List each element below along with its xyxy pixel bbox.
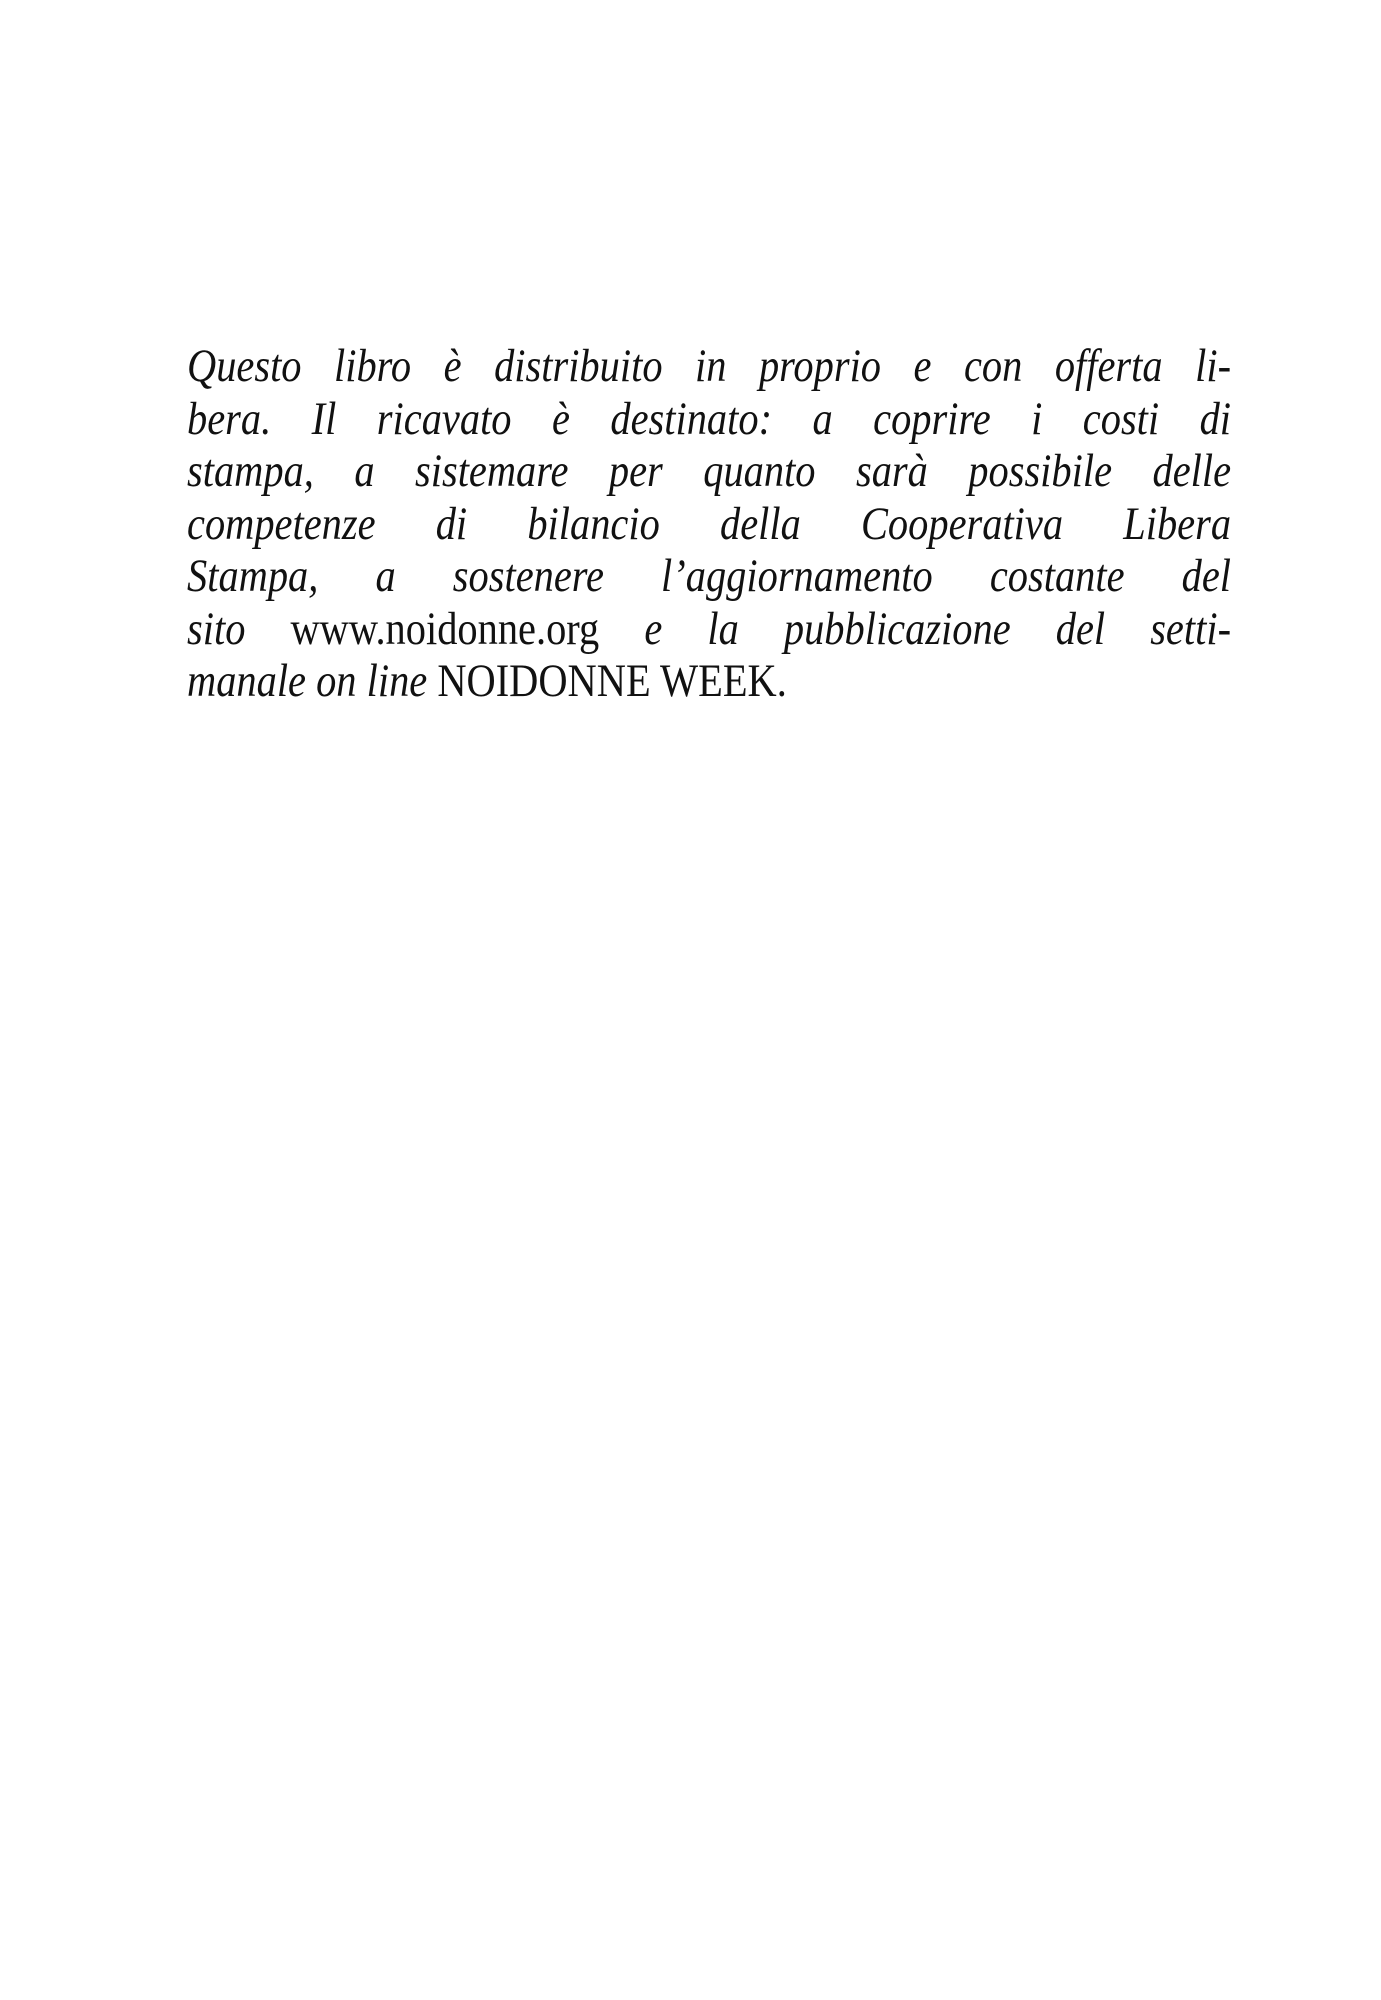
text-span: competenze di bilancio della Cooperativa Libera xyxy=(187,497,1232,550)
text-line xyxy=(187,603,1231,656)
publication-name: NOIDONNE WEEK. xyxy=(437,655,787,707)
text-span: e la pubblicazione del setti- xyxy=(599,602,1232,655)
text-span: manale on line xyxy=(187,655,438,707)
text-line xyxy=(187,393,1231,446)
website-url: www.noidonne.org xyxy=(290,602,600,655)
text-span: bera. Il ricavato è destinato: a coprire i costi di xyxy=(187,392,1232,445)
colophon-paragraph xyxy=(187,340,1231,708)
text-line xyxy=(187,340,1231,393)
text-line xyxy=(187,445,1231,498)
text-span: sito xyxy=(187,602,291,655)
text-line xyxy=(187,655,1231,708)
text-span: Stampa, a sostenere l’aggiornamento costante del xyxy=(187,550,1232,602)
text-span: Questo libro è distribuito in proprio e con offerta li- xyxy=(187,340,1232,392)
text-line xyxy=(187,498,1231,551)
text-line xyxy=(187,550,1231,603)
text-span: stampa, a sistemare per quanto sarà possibile delle xyxy=(187,445,1232,497)
